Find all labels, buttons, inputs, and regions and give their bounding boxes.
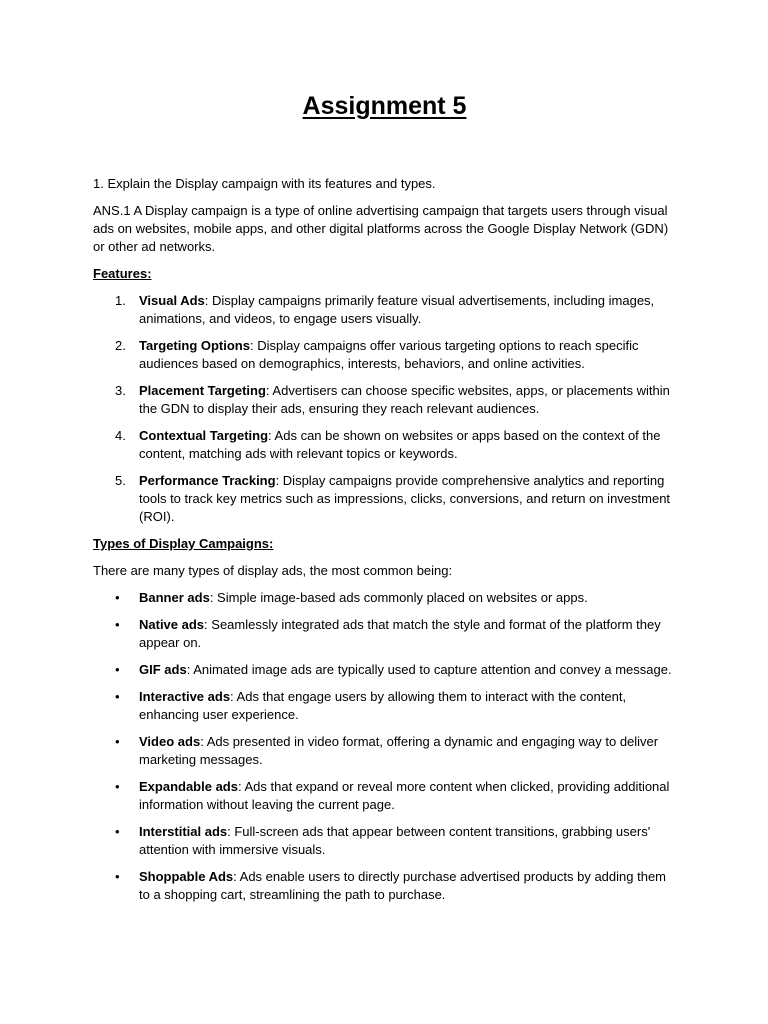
types-heading: Types of Display Campaigns: (93, 536, 274, 551)
type-term: Video ads (139, 734, 201, 749)
list-item (93, 616, 676, 652)
type-text: : Simple image-based ads commonly placed on websites or apps. (209, 590, 588, 605)
types-intro: There are many types of display ads, the most common being: (93, 563, 453, 578)
list-item: 2. Targeting Options: Display campaigns offer various targeting options to reach specific audiences based on demographics, interests, behaviors, and online activities. (115, 338, 639, 371)
bullet-icon: • (115, 869, 120, 884)
list-item: 5. Performance Tracking: Display campaigns provide comprehensive analytics and reporting tools to track key metrics such as impressions, clicks, conversions, and return on investment (ROI). (115, 473, 671, 524)
list-item: 1. Visual Ads: Display campaigns primarily feature visual advertisements, including images, animations, and videos, to engage users visually. (115, 293, 655, 326)
answer-text: ANS.1 A Display campaign is a type of online advertising campaign that targets users through visual ads on websites, mobile apps, and other digital platforms across the Google Display Network (GDN) or other ad networks. (93, 203, 669, 254)
bullet-icon: • (115, 662, 120, 677)
type-text: : Full-screen ads that appear between content transitions, grabbing users' attention with immersive visuals. (139, 824, 651, 857)
type-text: : Animated image ads are typically used to capture attention and convey a message. (186, 662, 672, 677)
feature-term: Contextual Targeting (139, 428, 269, 443)
type-term: Interactive ads (139, 689, 231, 704)
list-item (93, 733, 676, 769)
list-item: 4. Contextual Targeting: Ads can be shown on websites or apps based on the context of the content, matching ads with relevant topics or keywords. (115, 428, 661, 461)
list-item (93, 688, 676, 724)
features-list (93, 292, 676, 526)
feature-text: : Display campaigns provide comprehensive analytics and reporting tools to track key metrics such as impressions, clicks, conversions, and return on investment (ROI). (139, 473, 671, 524)
list-item (93, 778, 676, 814)
feature-term: Targeting Options (139, 338, 250, 353)
feature-text: : Advertisers can choose specific websites, apps, or placements within the GDN to display their ads, ensuring they reach relevant audiences. (139, 383, 670, 416)
features-heading: Features: (93, 266, 152, 281)
type-term: Shoppable Ads (139, 869, 234, 884)
type-term: GIF ads (139, 662, 187, 677)
type-term: Expandable ads (139, 779, 238, 794)
type-term: Interstitial ads (139, 824, 228, 839)
type-text: : Seamlessly integrated ads that match the style and format of the platform they appear on. (139, 617, 661, 650)
feature-term: Placement Targeting (139, 383, 266, 398)
list-item (93, 823, 676, 859)
list-item (93, 661, 676, 679)
feature-text: : Ads can be shown on websites or apps based on the context of the content, matching ads with relevant topics or keywords. (139, 428, 661, 461)
type-term: Banner ads (139, 590, 210, 605)
bullet-icon: • (115, 779, 120, 794)
types-list (93, 589, 676, 904)
feature-term: Visual Ads (139, 293, 205, 308)
type-text: : Ads that expand or reveal more content when clicked, providing additional information without leaving the current page. (139, 779, 670, 812)
feature-term: Performance Tracking (139, 473, 276, 488)
bullet-icon: • (115, 824, 120, 839)
feature-text: : Display campaigns offer various targeting options to reach specific audiences based on demographics, interests, behaviors, and online activities. (139, 338, 639, 371)
bullet-icon: • (115, 734, 120, 749)
feature-text: : Display campaigns primarily feature visual advertisements, including images, animations, and videos, to engage users visually. (139, 293, 655, 326)
type-term: Native ads (139, 617, 205, 632)
bullet-icon: • (115, 689, 120, 704)
type-text: : Ads presented in video format, offering a dynamic and engaging way to deliver marketing messages. (139, 734, 659, 767)
type-text: : Ads enable users to directly purchase advertised products by adding them to a shopping cart, streamlining the path to purchase. (139, 869, 666, 902)
list-item (93, 868, 676, 904)
list-item (93, 589, 676, 607)
page-title: Assignment 5 (302, 92, 467, 120)
type-text: : Ads that engage users by allowing them to interact with the content, enhancing user experience. (139, 689, 627, 722)
question-text: 1. Explain the Display campaign with its features and types. (93, 176, 436, 191)
bullet-icon: • (115, 590, 120, 605)
list-item: 3. Placement Targeting: Advertisers can choose specific websites, apps, or placements within the GDN to display their ads, ensuring they reach relevant audiences. (115, 383, 670, 416)
bullet-icon: • (115, 617, 120, 632)
